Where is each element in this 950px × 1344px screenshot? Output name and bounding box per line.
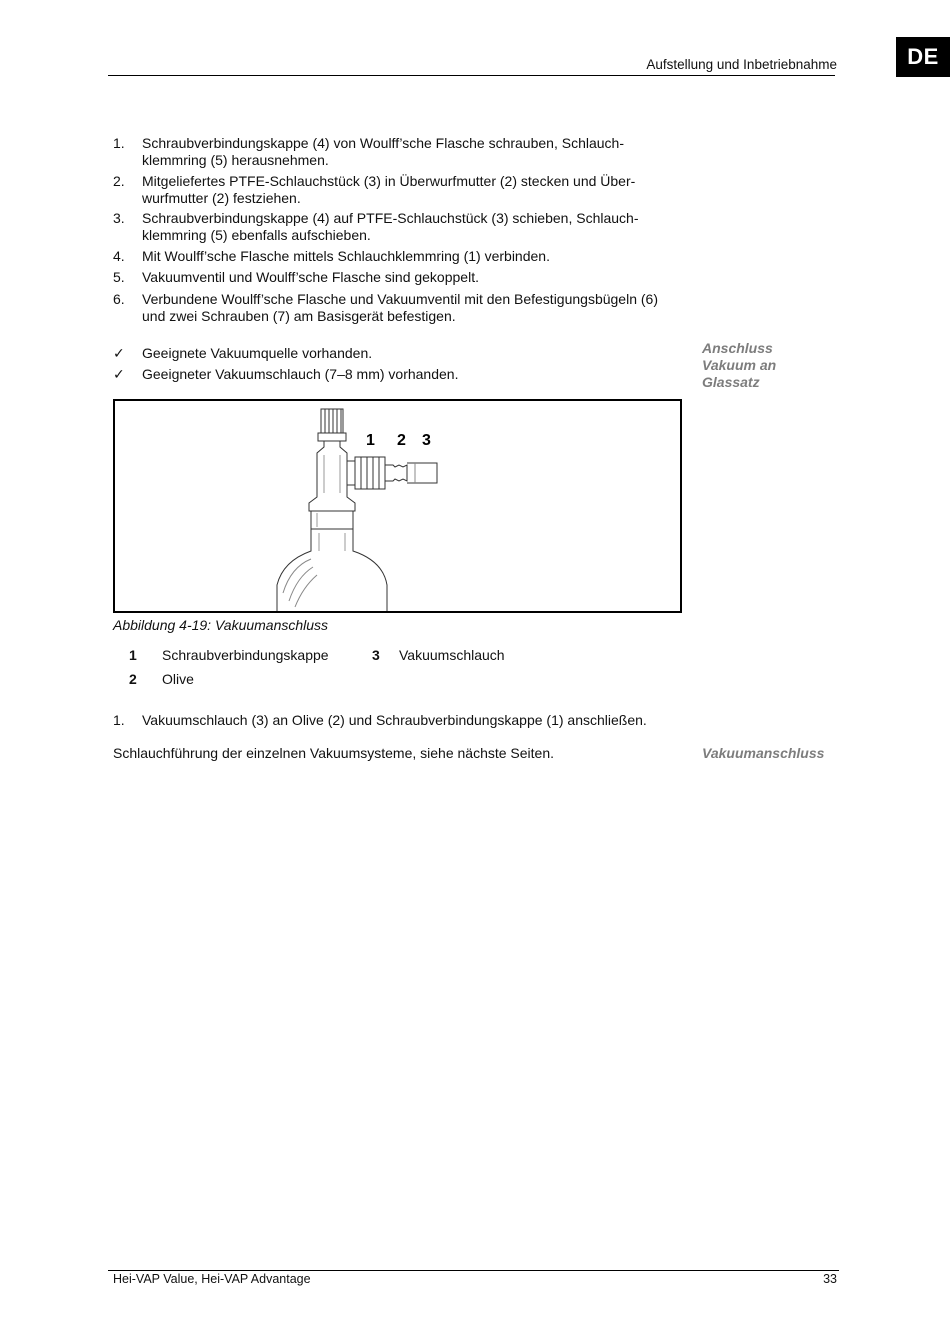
step-text: Vakuumschlauch (3) an Olive (2) und Schraubverbindungskappe (1) anschließen. [142,712,647,728]
step-number: 5. [113,269,125,285]
callout-1: 1 [366,432,375,449]
legend-number: 3 [372,647,380,663]
legend-label: Vakuumschlauch [399,647,505,663]
note-text: Schlauchführung der einzelnen Vakuumsysteme, siehe nächste Seiten. [113,745,555,761]
figure-frame [113,399,682,613]
step-number: 4. [113,248,125,264]
step-text: Mitgeliefertes PTFE-Schlauchstück (3) in Überwurfmutter (2) stecken und Über-wurfmutter (2) festziehen. [142,173,636,206]
step-text: Mit Woulff’sche Flasche mittels Schlauchklemmring (1) verbinden. [142,248,550,264]
step-number: 6. [113,291,125,307]
prerequisite-text: Geeignete Vakuumquelle vorhanden. [142,345,373,361]
legend-label: Schraubverbindungskappe [162,647,329,663]
header-divider [108,75,835,76]
legend-number: 1 [129,647,137,663]
step-text: Verbundene Woulff’sche Flasche und Vakuumventil mit den Befestigungsbügeln (6) und zwei Schrauben (7) am Basisgerät befestigen. [142,291,658,324]
callout-2: 2 [397,432,406,449]
step-text: Schraubverbindungskappe (4) von Woulff’sche Flasche schrauben, Schlauch-klemmring (5) herausnehmen. [142,135,624,168]
step-number: 3. [113,210,125,226]
checkmark-icon: ✓ [113,366,125,382]
prerequisite-text: Geeigneter Vakuumschlauch (7–8 mm) vorhanden. [142,366,459,382]
page-number: 33 [823,1272,837,1286]
footer-divider [108,1270,839,1271]
margin-note-connection: Anschluss Vakuum an Glassatz [702,340,777,390]
step-number: 1. [113,135,125,151]
step-number: 1. [113,712,125,728]
section-title: Aufstellung und Inbetriebnahme [646,57,837,72]
margin-note-vacuum: Vakuumanschluss [702,745,825,761]
footer-product: Hei-VAP Value, Hei-VAP Advantage [113,1272,311,1286]
legend-number: 2 [129,671,137,687]
step-number: 2. [113,173,125,189]
vacuum-connection-illustration [115,401,680,611]
step-text: Vakuumventil und Woulff’sche Flasche sind gekoppelt. [142,269,479,285]
callout-3: 3 [422,432,431,449]
language-badge: DE [896,37,950,77]
step-text: Schraubverbindungskappe (4) auf PTFE-Schlauchstück (3) schieben, Schlauch-klemmring (5) ebenfalls aufschieben. [142,210,639,243]
legend-label: Olive [162,671,194,687]
checkmark-icon: ✓ [113,345,125,361]
figure-caption: Abbildung 4-19: Vakuumanschluss [113,617,329,633]
